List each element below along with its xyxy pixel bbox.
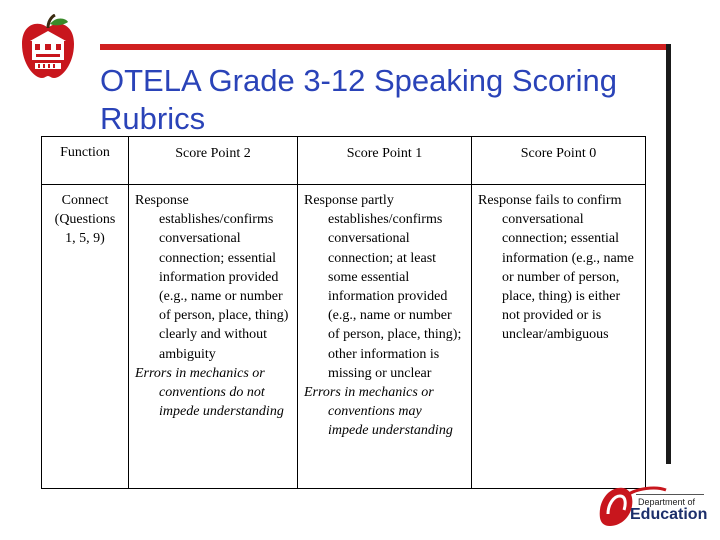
table-header-row bbox=[42, 137, 646, 185]
header-score-point-1: Score Point 1 bbox=[298, 137, 472, 185]
function-cell bbox=[42, 185, 129, 489]
apple-schoolhouse-icon bbox=[18, 14, 78, 80]
function-questions: (Questions bbox=[54, 212, 116, 228]
function-name: Connect bbox=[61, 193, 109, 208]
score-point-2-note: Errors in mechanics or conventions do not impede understanding bbox=[135, 365, 284, 420]
score-point-1-note: Errors in mechanics or conventions may impede understanding bbox=[304, 385, 453, 439]
logo-dept-text: Department of bbox=[638, 497, 696, 507]
score-point-0-text: Response fails to confirm conversational connection; essential information (e.g., name or number of person, place, thing) is either not provided or is unclear/ambiguous bbox=[478, 193, 634, 343]
score-point-1-cell bbox=[298, 185, 472, 489]
score-point-2-cell bbox=[129, 185, 298, 489]
score-point-2-text: Response establishes/confirms conversational connection; essential information provided (e.g., name or number of person, place, thing) clearly and without ambiguity bbox=[135, 193, 289, 362]
function-question-numbers: 1, 5, 9) bbox=[65, 231, 105, 247]
header-rule-horizontal bbox=[100, 44, 670, 50]
rubric-table bbox=[41, 136, 646, 489]
score-point-1-text: Response partly establishes/confirms conversational connection; at least some essential information provided (e.g., name or number of person, place, thing); other information is missing or unclear bbox=[304, 193, 462, 381]
logo-education-text: Education bbox=[630, 506, 708, 523]
header-score-point-0: Score Point 0 bbox=[472, 137, 646, 185]
header-function: Function bbox=[42, 137, 129, 185]
header-score-point-2: Score Point 2 bbox=[129, 137, 298, 185]
table-row bbox=[42, 185, 646, 489]
slide-title: OTELA Grade 3-12 Speaking Scoring Rubrics bbox=[100, 63, 617, 136]
score-point-0-cell bbox=[472, 185, 646, 489]
